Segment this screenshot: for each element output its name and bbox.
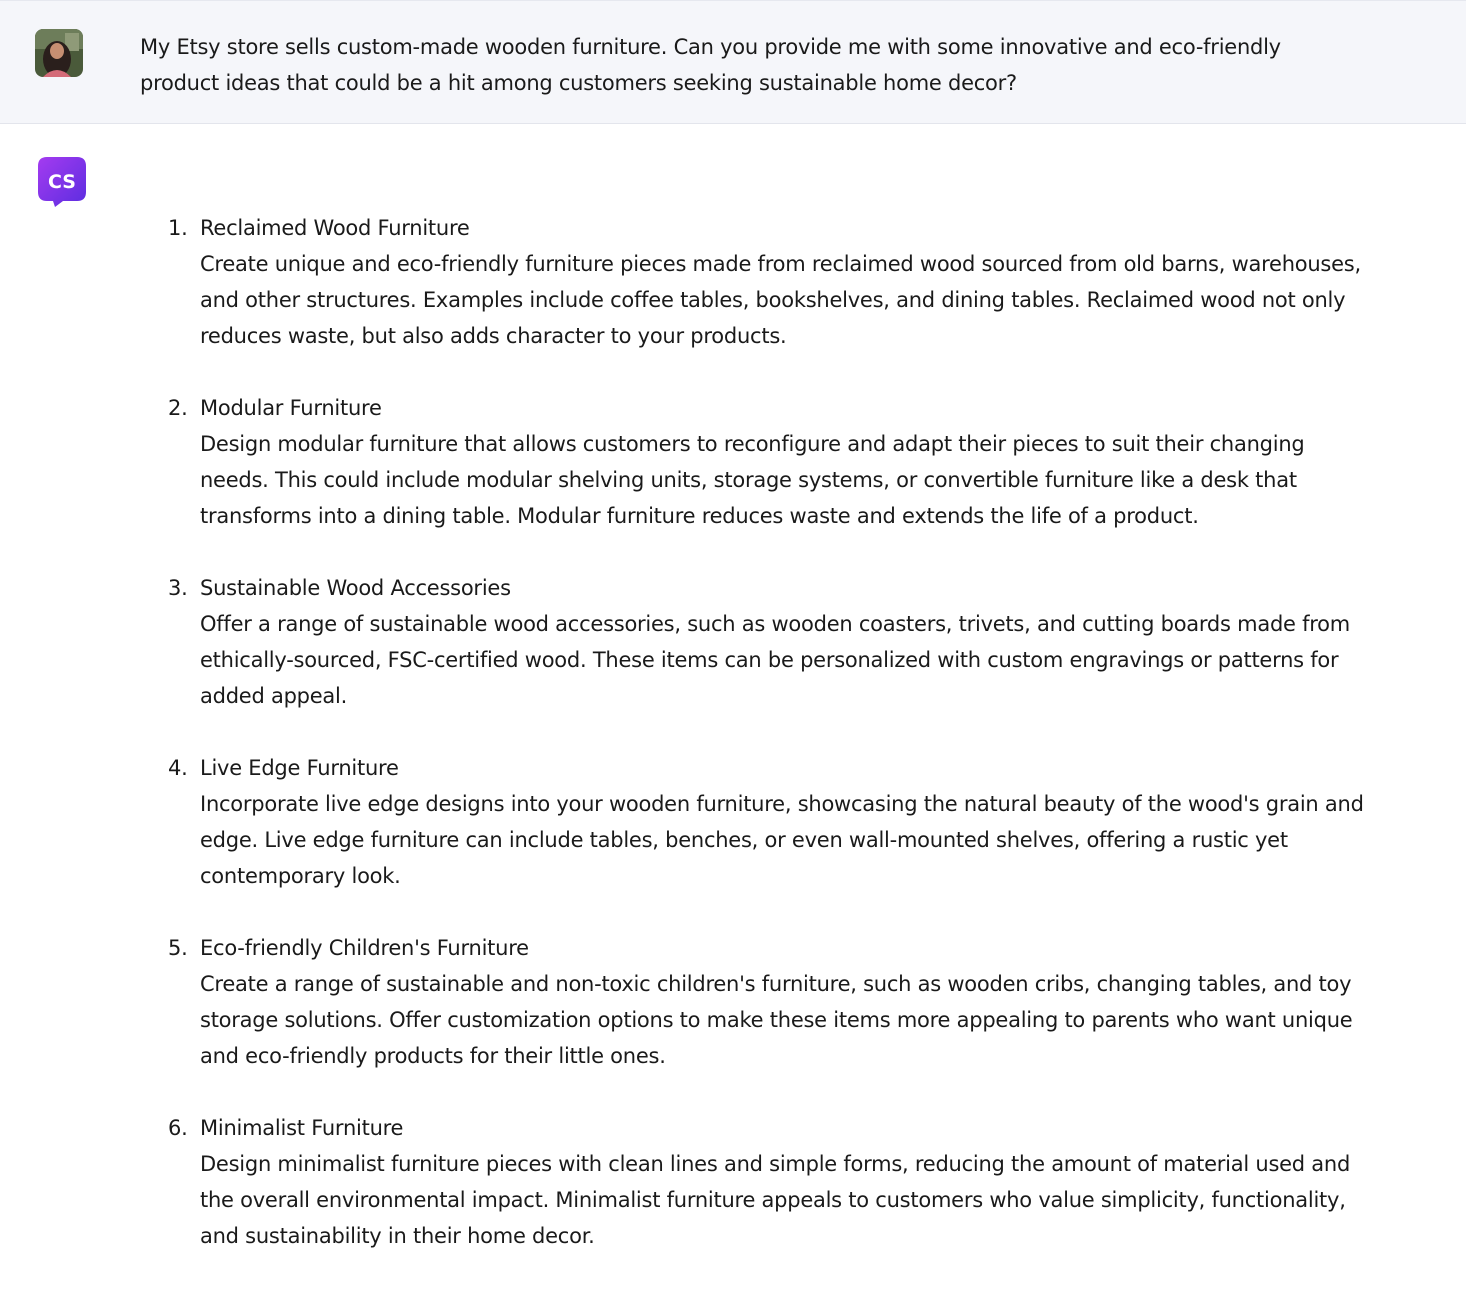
list-item-description: Incorporate live edge designs into your wooden furniture, showcasing the natural beauty of the wood's grain and edge. Live edge furniture can include tables, benches, or even wall-mounted shelves, offering a rustic yet contemporary look. — [200, 792, 1364, 888]
list-item — [168, 1110, 1368, 1254]
list-item — [168, 390, 1368, 534]
list-item-title: Minimalist Furniture — [200, 1116, 404, 1140]
list-item — [168, 210, 1368, 354]
list-item-number: 3. — [168, 576, 188, 600]
list-item-number: 5. — [168, 936, 188, 960]
list-item-number: 6. — [168, 1116, 188, 1140]
list-item — [168, 750, 1368, 894]
list-item-title: Modular Furniture — [200, 396, 382, 420]
assistant-response-list — [168, 210, 1368, 1290]
list-item-number: 4. — [168, 756, 188, 780]
assistant-logo-icon — [37, 156, 87, 208]
assistant-logo-text: CS — [48, 171, 76, 193]
list-item — [168, 930, 1368, 1074]
list-item-description: Offer a range of sustainable wood accessories, such as wooden coasters, trivets, and cutting boards made from ethically-sourced, FSC-certified wood. These items can be personalized with custom engravings or patterns for added appeal. — [200, 612, 1350, 708]
list-item-number: 2. — [168, 396, 188, 420]
list-item-title: Eco-friendly Children's Furniture — [200, 936, 529, 960]
user-avatar — [35, 29, 83, 77]
list-item-title: Sustainable Wood Accessories — [200, 576, 511, 600]
list-item-number: 1. — [168, 216, 188, 240]
list-item — [168, 570, 1368, 714]
list-item-description: Design minimalist furniture pieces with clean lines and simple forms, reducing the amount of material used and the overall environmental impact. Minimalist furniture appeals to customers who value simplicity, functionality, and sustainability in their home decor. — [200, 1152, 1351, 1248]
list-item-description: Create a range of sustainable and non-toxic children's furniture, such as wooden cribs, changing tables, and toy storage solutions. Offer customization options to make these items more appealing to parents who want unique and eco-friendly products for their little ones. — [200, 972, 1353, 1068]
list-item-description: Create unique and eco-friendly furniture pieces made from reclaimed wood sourced from old barns, warehouses, and other structures. Examples include coffee tables, bookshelves, and dining tables. Reclaimed wood not only reduces waste, but also adds character to your products. — [200, 252, 1361, 348]
list-item-title: Live Edge Furniture — [200, 756, 399, 780]
list-item-title: Reclaimed Wood Furniture — [200, 216, 470, 240]
user-message-row — [0, 0, 1466, 124]
list-item-description: Design modular furniture that allows customers to reconfigure and adapt their pieces to suit their changing needs. This could include modular shelving units, storage systems, or convertible furniture like a desk that transforms into a dining table. Modular furniture reduces waste and extends the life of a product. — [200, 432, 1305, 528]
user-message-text: My Etsy store sells custom-made wooden furniture. Can you provide me with some innovative and eco-friendly product ideas that could be a hit among customers seeking sustainable home decor? — [140, 35, 1281, 95]
